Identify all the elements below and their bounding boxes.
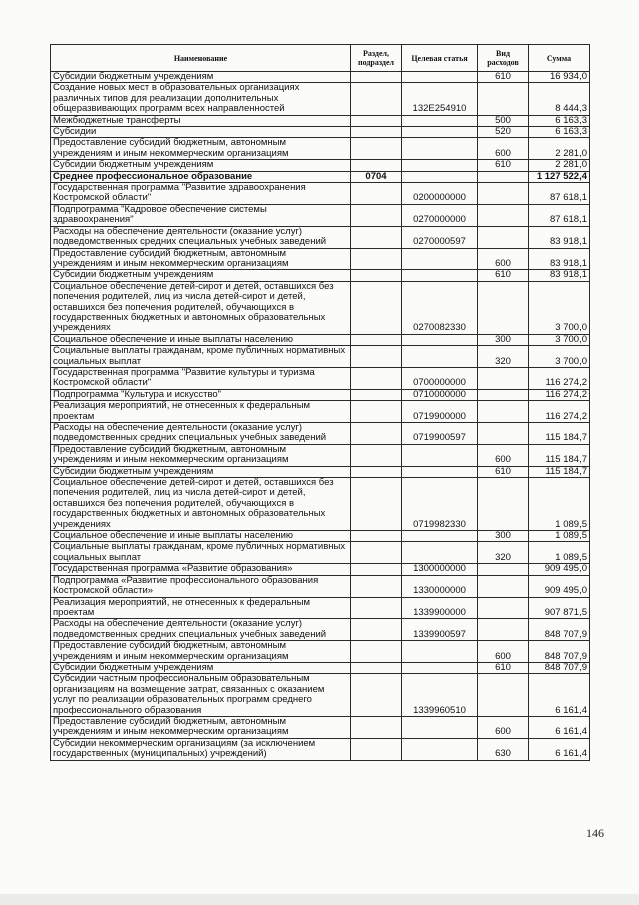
cell-sum: 2 281,0 bbox=[529, 138, 590, 160]
cell-section bbox=[351, 716, 402, 738]
cell-code bbox=[402, 716, 478, 738]
cell-name: Субсидии частным профессиональным образовательным организациям на возмещение затрат, связанных с оказанием услуг по реализации образовательных программ среднего профессионального образования bbox=[51, 674, 351, 717]
cell-sum: 115 184,7 bbox=[529, 423, 590, 445]
header-code: Целевая статья bbox=[402, 45, 478, 72]
cell-section bbox=[351, 72, 402, 83]
cell-code: 0270000000 bbox=[402, 204, 478, 226]
cell-section bbox=[351, 183, 402, 205]
cell-type: 300 bbox=[478, 531, 529, 542]
table-row bbox=[51, 662, 590, 673]
cell-name: Субсидии bbox=[51, 127, 351, 138]
cell-sum: 3 700,0 bbox=[529, 281, 590, 334]
table-row bbox=[51, 619, 590, 641]
table-row bbox=[51, 389, 590, 400]
table-row bbox=[51, 564, 590, 575]
cell-code: 0270082330 bbox=[402, 281, 478, 334]
cell-section bbox=[351, 444, 402, 466]
cell-name: Реализация мероприятий, не отнесенных к федеральным проектам bbox=[51, 597, 351, 619]
cell-sum: 1 127 522,4 bbox=[529, 171, 590, 182]
cell-name: Государственная программа «Развитие образования» bbox=[51, 564, 351, 575]
table-row bbox=[51, 423, 590, 445]
table-row bbox=[51, 171, 590, 182]
cell-name: Субсидии некоммерческим организациям (за исключением государственных (муниципальных) учреждений) bbox=[51, 738, 351, 760]
cell-type: 610 bbox=[478, 270, 529, 281]
cell-type: 500 bbox=[478, 115, 529, 126]
table-row bbox=[51, 542, 590, 564]
cell-section bbox=[351, 138, 402, 160]
cell-code bbox=[402, 248, 478, 270]
table-row bbox=[51, 531, 590, 542]
cell-name: Субсидии бюджетным учреждениям bbox=[51, 270, 351, 281]
cell-code: 0719900597 bbox=[402, 423, 478, 445]
table-row bbox=[51, 127, 590, 138]
cell-name: Субсидии бюджетным учреждениям bbox=[51, 466, 351, 477]
cell-type: 600 bbox=[478, 248, 529, 270]
cell-code bbox=[402, 444, 478, 466]
cell-code: 0700000000 bbox=[402, 367, 478, 389]
cell-type: 600 bbox=[478, 138, 529, 160]
cell-name: Социальные выплаты гражданам, кроме публичных нормативных социальных выплат bbox=[51, 542, 351, 564]
cell-type: 520 bbox=[478, 127, 529, 138]
cell-code bbox=[402, 115, 478, 126]
table-row bbox=[51, 401, 590, 423]
cell-code: 1300000000 bbox=[402, 564, 478, 575]
cell-section bbox=[351, 401, 402, 423]
cell-name: Предоставление субсидий бюджетным, автономным учреждениям и иным некоммерческим организациям bbox=[51, 138, 351, 160]
cell-section bbox=[351, 619, 402, 641]
cell-name: Социальное обеспечение и иные выплаты населению bbox=[51, 531, 351, 542]
cell-sum: 115 184,7 bbox=[529, 444, 590, 466]
table-row bbox=[51, 281, 590, 334]
cell-type bbox=[478, 204, 529, 226]
cell-name: Социальное обеспечение и иные выплаты населению bbox=[51, 334, 351, 345]
cell-type bbox=[478, 597, 529, 619]
cell-sum: 116 274,2 bbox=[529, 367, 590, 389]
cell-type: 320 bbox=[478, 346, 529, 368]
cell-type bbox=[478, 367, 529, 389]
cell-section bbox=[351, 270, 402, 281]
cell-sum: 2 281,0 bbox=[529, 160, 590, 171]
cell-section bbox=[351, 248, 402, 270]
cell-type: 300 bbox=[478, 334, 529, 345]
cell-type: 600 bbox=[478, 444, 529, 466]
cell-type: 600 bbox=[478, 641, 529, 663]
cell-type bbox=[478, 183, 529, 205]
table-row bbox=[51, 138, 590, 160]
cell-type bbox=[478, 564, 529, 575]
page-number: 146 bbox=[586, 826, 604, 840]
cell-code bbox=[402, 127, 478, 138]
cell-section bbox=[351, 204, 402, 226]
cell-section bbox=[351, 226, 402, 248]
cell-name: Создание новых мест в образовательных организациях различных типов для реализации дополнительных общеразвивающих программ всех направленностей bbox=[51, 83, 351, 115]
cell-code: 1339900000 bbox=[402, 597, 478, 619]
cell-sum: 115 184,7 bbox=[529, 466, 590, 477]
cell-code bbox=[402, 270, 478, 281]
cell-type bbox=[478, 423, 529, 445]
cell-type: 610 bbox=[478, 662, 529, 673]
cell-sum: 909 495,0 bbox=[529, 575, 590, 597]
cell-name: Предоставление субсидий бюджетным, автономным учреждениям и иным некоммерческим организациям bbox=[51, 716, 351, 738]
cell-sum: 8 444,3 bbox=[529, 83, 590, 115]
table-body bbox=[51, 72, 590, 761]
cell-name: Субсидии бюджетным учреждениям bbox=[51, 72, 351, 83]
cell-section bbox=[351, 738, 402, 760]
header-name: Наименование bbox=[51, 45, 351, 72]
cell-type bbox=[478, 478, 529, 531]
cell-name: Расходы на обеспечение деятельности (оказание услуг) подведомственных средних специальных учебных заведений bbox=[51, 619, 351, 641]
cell-name: Подпрограмма "Кадровое обеспечение системы здравоохранения" bbox=[51, 204, 351, 226]
cell-code bbox=[402, 466, 478, 477]
table-row bbox=[51, 641, 590, 663]
cell-code bbox=[402, 531, 478, 542]
table-row bbox=[51, 270, 590, 281]
cell-code: 0719982330 bbox=[402, 478, 478, 531]
cell-code: 0719900000 bbox=[402, 401, 478, 423]
cell-type bbox=[478, 619, 529, 641]
cell-name: Предоставление субсидий бюджетным, автономным учреждениям и иным некоммерческим организациям bbox=[51, 641, 351, 663]
cell-name: Реализация мероприятий, не отнесенных к федеральным проектам bbox=[51, 401, 351, 423]
table-row bbox=[51, 115, 590, 126]
cell-sum: 87 618,1 bbox=[529, 183, 590, 205]
cell-sum: 848 707,9 bbox=[529, 662, 590, 673]
cell-type bbox=[478, 281, 529, 334]
cell-sum: 909 495,0 bbox=[529, 564, 590, 575]
header-section: Раздел, подраздел bbox=[351, 45, 402, 72]
cell-sum: 1 089,5 bbox=[529, 542, 590, 564]
table-row bbox=[51, 183, 590, 205]
cell-section bbox=[351, 389, 402, 400]
cell-section bbox=[351, 334, 402, 345]
cell-sum: 3 700,0 bbox=[529, 346, 590, 368]
table-row bbox=[51, 204, 590, 226]
table-row bbox=[51, 72, 590, 83]
cell-type: 630 bbox=[478, 738, 529, 760]
cell-sum: 907 871,5 bbox=[529, 597, 590, 619]
cell-section bbox=[351, 127, 402, 138]
header-type: Вид расходов bbox=[478, 45, 529, 72]
scan-edge bbox=[0, 894, 639, 905]
cell-section: 0704 bbox=[351, 171, 402, 182]
cell-type bbox=[478, 401, 529, 423]
cell-name: Подпрограмма "Культура и искусство" bbox=[51, 389, 351, 400]
table-row bbox=[51, 597, 590, 619]
cell-section bbox=[351, 542, 402, 564]
cell-section bbox=[351, 115, 402, 126]
cell-name: Предоставление субсидий бюджетным, автономным учреждениям и иным некоммерческим организациям bbox=[51, 248, 351, 270]
cell-name: Социальное обеспечение детей-сирот и детей, оставшихся без попечения родителей, лиц из числа детей-сирот и детей, оставшихся без попечения родителей, обучающихся в государственных бюджетных и автономных образовательных учреждениях bbox=[51, 281, 351, 334]
cell-code: 0710000000 bbox=[402, 389, 478, 400]
cell-type bbox=[478, 389, 529, 400]
cell-section bbox=[351, 478, 402, 531]
table-header-row bbox=[51, 45, 590, 72]
table-row bbox=[51, 466, 590, 477]
cell-code: 0270000597 bbox=[402, 226, 478, 248]
cell-name: Государственная программа "Развитие здравоохранения Костромской области" bbox=[51, 183, 351, 205]
cell-type: 610 bbox=[478, 466, 529, 477]
cell-name: Социальные выплаты гражданам, кроме публичных нормативных социальных выплат bbox=[51, 346, 351, 368]
cell-section bbox=[351, 531, 402, 542]
table-row bbox=[51, 444, 590, 466]
cell-name: Среднее профессиональное образование bbox=[51, 171, 351, 182]
cell-section bbox=[351, 346, 402, 368]
cell-type: 610 bbox=[478, 72, 529, 83]
cell-name: Субсидии бюджетным учреждениям bbox=[51, 160, 351, 171]
cell-sum: 6 163,3 bbox=[529, 115, 590, 126]
cell-code bbox=[402, 641, 478, 663]
cell-sum: 1 089,5 bbox=[529, 478, 590, 531]
cell-section bbox=[351, 466, 402, 477]
table-row bbox=[51, 478, 590, 531]
cell-section bbox=[351, 423, 402, 445]
cell-code bbox=[402, 738, 478, 760]
table-row bbox=[51, 248, 590, 270]
table-row bbox=[51, 367, 590, 389]
table-row bbox=[51, 226, 590, 248]
cell-name: Расходы на обеспечение деятельности (оказание услуг) подведомственных средних специальных учебных заведений bbox=[51, 423, 351, 445]
cell-code bbox=[402, 171, 478, 182]
cell-code bbox=[402, 662, 478, 673]
table-row bbox=[51, 716, 590, 738]
cell-section bbox=[351, 83, 402, 115]
cell-section bbox=[351, 160, 402, 171]
table-row bbox=[51, 575, 590, 597]
cell-section bbox=[351, 575, 402, 597]
cell-type bbox=[478, 83, 529, 115]
cell-code bbox=[402, 160, 478, 171]
table-row bbox=[51, 334, 590, 345]
cell-name: Предоставление субсидий бюджетным, автономным учреждениям и иным некоммерческим организациям bbox=[51, 444, 351, 466]
cell-type bbox=[478, 226, 529, 248]
cell-code bbox=[402, 138, 478, 160]
cell-sum: 87 618,1 bbox=[529, 204, 590, 226]
cell-type bbox=[478, 171, 529, 182]
table-row bbox=[51, 674, 590, 717]
cell-section bbox=[351, 641, 402, 663]
cell-section bbox=[351, 597, 402, 619]
budget-table bbox=[50, 44, 590, 761]
cell-type: 600 bbox=[478, 716, 529, 738]
table-row bbox=[51, 160, 590, 171]
cell-sum: 83 918,1 bbox=[529, 226, 590, 248]
cell-sum: 6 161,4 bbox=[529, 674, 590, 717]
header-sum: Сумма bbox=[529, 45, 590, 72]
cell-name: Государственная программа "Развитие культуры и туризма Костромской области" bbox=[51, 367, 351, 389]
cell-code: 1339900597 bbox=[402, 619, 478, 641]
cell-type bbox=[478, 674, 529, 717]
cell-name: Межбюджетные трансферты bbox=[51, 115, 351, 126]
cell-sum: 1 089,5 bbox=[529, 531, 590, 542]
cell-type: 610 bbox=[478, 160, 529, 171]
cell-code bbox=[402, 542, 478, 564]
cell-sum: 6 163,3 bbox=[529, 127, 590, 138]
cell-section bbox=[351, 662, 402, 673]
cell-section bbox=[351, 367, 402, 389]
cell-sum: 83 918,1 bbox=[529, 270, 590, 281]
cell-sum: 848 707,9 bbox=[529, 641, 590, 663]
cell-sum: 116 274,2 bbox=[529, 389, 590, 400]
cell-name: Социальное обеспечение детей-сирот и детей, оставшихся без попечения родителей, лиц из числа детей-сирот и детей, оставшихся без попечения родителей, обучающихся в государственных бюджетных и автономных образовательных учреждениях bbox=[51, 478, 351, 531]
cell-sum: 6 161,4 bbox=[529, 716, 590, 738]
cell-sum: 848 707,9 bbox=[529, 619, 590, 641]
cell-section bbox=[351, 564, 402, 575]
cell-code bbox=[402, 72, 478, 83]
cell-name: Расходы на обеспечение деятельности (оказание услуг) подведомственных средних специальных учебных заведений bbox=[51, 226, 351, 248]
cell-type bbox=[478, 575, 529, 597]
cell-sum: 116 274,2 bbox=[529, 401, 590, 423]
cell-sum: 6 161,4 bbox=[529, 738, 590, 760]
cell-sum: 83 918,1 bbox=[529, 248, 590, 270]
cell-section bbox=[351, 674, 402, 717]
cell-code: 1330000000 bbox=[402, 575, 478, 597]
cell-name: Субсидии бюджетным учреждениям bbox=[51, 662, 351, 673]
cell-code: 132E254910 bbox=[402, 83, 478, 115]
cell-code bbox=[402, 334, 478, 345]
cell-name: Подпрограмма «Развитие профессионального образования Костромской области» bbox=[51, 575, 351, 597]
cell-section bbox=[351, 281, 402, 334]
cell-sum: 3 700,0 bbox=[529, 334, 590, 345]
table-row bbox=[51, 346, 590, 368]
cell-code: 1339960510 bbox=[402, 674, 478, 717]
cell-sum: 16 934,0 bbox=[529, 72, 590, 83]
cell-type: 320 bbox=[478, 542, 529, 564]
table-row bbox=[51, 738, 590, 760]
cell-code: 0200000000 bbox=[402, 183, 478, 205]
cell-code bbox=[402, 346, 478, 368]
table-row bbox=[51, 83, 590, 115]
